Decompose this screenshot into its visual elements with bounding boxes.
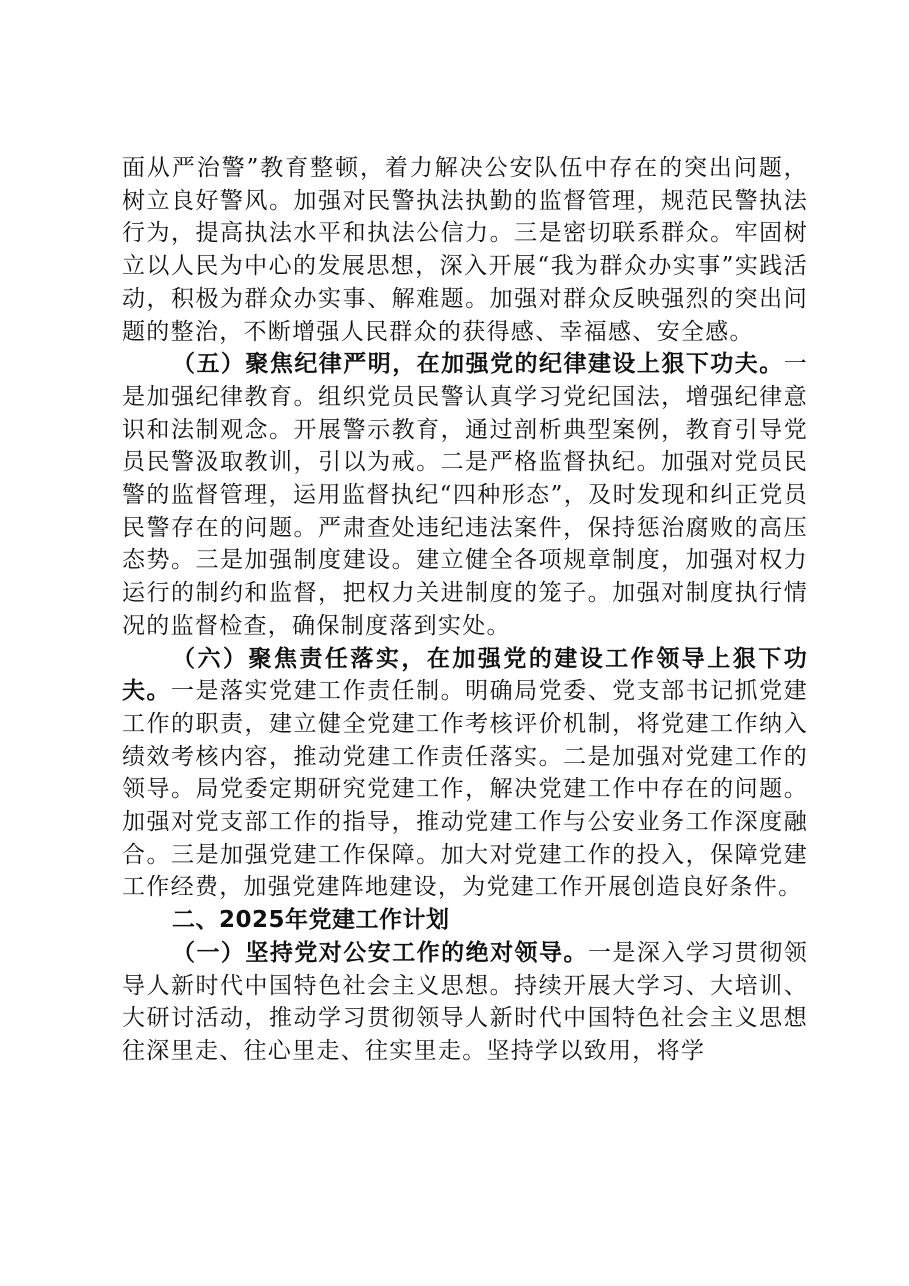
section-heading-six: （六）聚焦责任落实，在加强党的建设工作领导上狠下功夫。 [122,644,808,705]
section-heading-one: （一）坚持党对公安工作的绝对领导。 [172,938,588,966]
paragraph-text: 一是加强纪律教育。组织党员民警认真学习党纪国法，增强纪律意识和法制观念。开展警示教育，通过剖析典型案例，教育引导党员民警汲取教训，引以为戒。二是严格监督执纪。加强对党员民警的监督管理，运用监督执纪“四种形态”，及时发现和纠正党员民警存在的问题。严肃查处违纪违法案件，保持惩治腐败的高压态势。三是加强制度建设。建立健全各项规章制度，加强对权力运行的制约和监督，把权力关进制度的笼子。加强对制度执行情况的监督检查，确保制度落到实处。 [122,351,808,639]
paragraph-responsibility [122,643,808,905]
paragraph-continuation [122,152,808,348]
document-body [122,152,808,1068]
paragraph-text: 面从严治警”教育整顿，着力解决公安队伍中存在的突出问题，树立良好警风。加强对民警执法执勤的监督管理，规范民警执法行为，提高执法水平和执法公信力。三是密切联系群众。牢固树立以人民为中心的发展思想，深入开展“我为群众办实事”实践活动，积极为群众办实事、解难题。加强对群众反映强烈的突出问题的整治，不断增强人民群众的获得感、幸福感、安全感。 [122,155,808,345]
paragraph-leadership [122,937,808,1068]
chapter-heading: 二、2025年党建工作计划 [172,907,450,934]
paragraph-text: 一是落实党建工作责任制。明确局党委、党支部书记抓党建工作的职责，建立健全党建工作考核评价机制，将党建工作纳入绩效考核内容，推动党建工作责任落实。二是加强对党建工作的领导。局党委定期研究党建工作，解决党建工作中存在的问题。加强对党支部工作的指导，推动党建工作与公安业务工作深度融合。三是加强党建工作保障。加大对党建工作的投入，保障党建工作经费，加强党建阵地建设，为党建工作开展创造良好条件。 [122,678,808,901]
section-heading-five: （五）聚焦纪律严明，在加强党的纪律建设上狠下功夫。 [172,350,784,378]
paragraph-text: 一是深入学习贯彻领导人新时代中国特色社会主义思想。持续开展大学习、大培训、大研讨活动，推动学习贯彻领导人新时代中国特色社会主义思想往深里走、往心里走、往实里走。坚持学以致用，将学 [122,939,808,1064]
paragraph-discipline [122,348,808,642]
